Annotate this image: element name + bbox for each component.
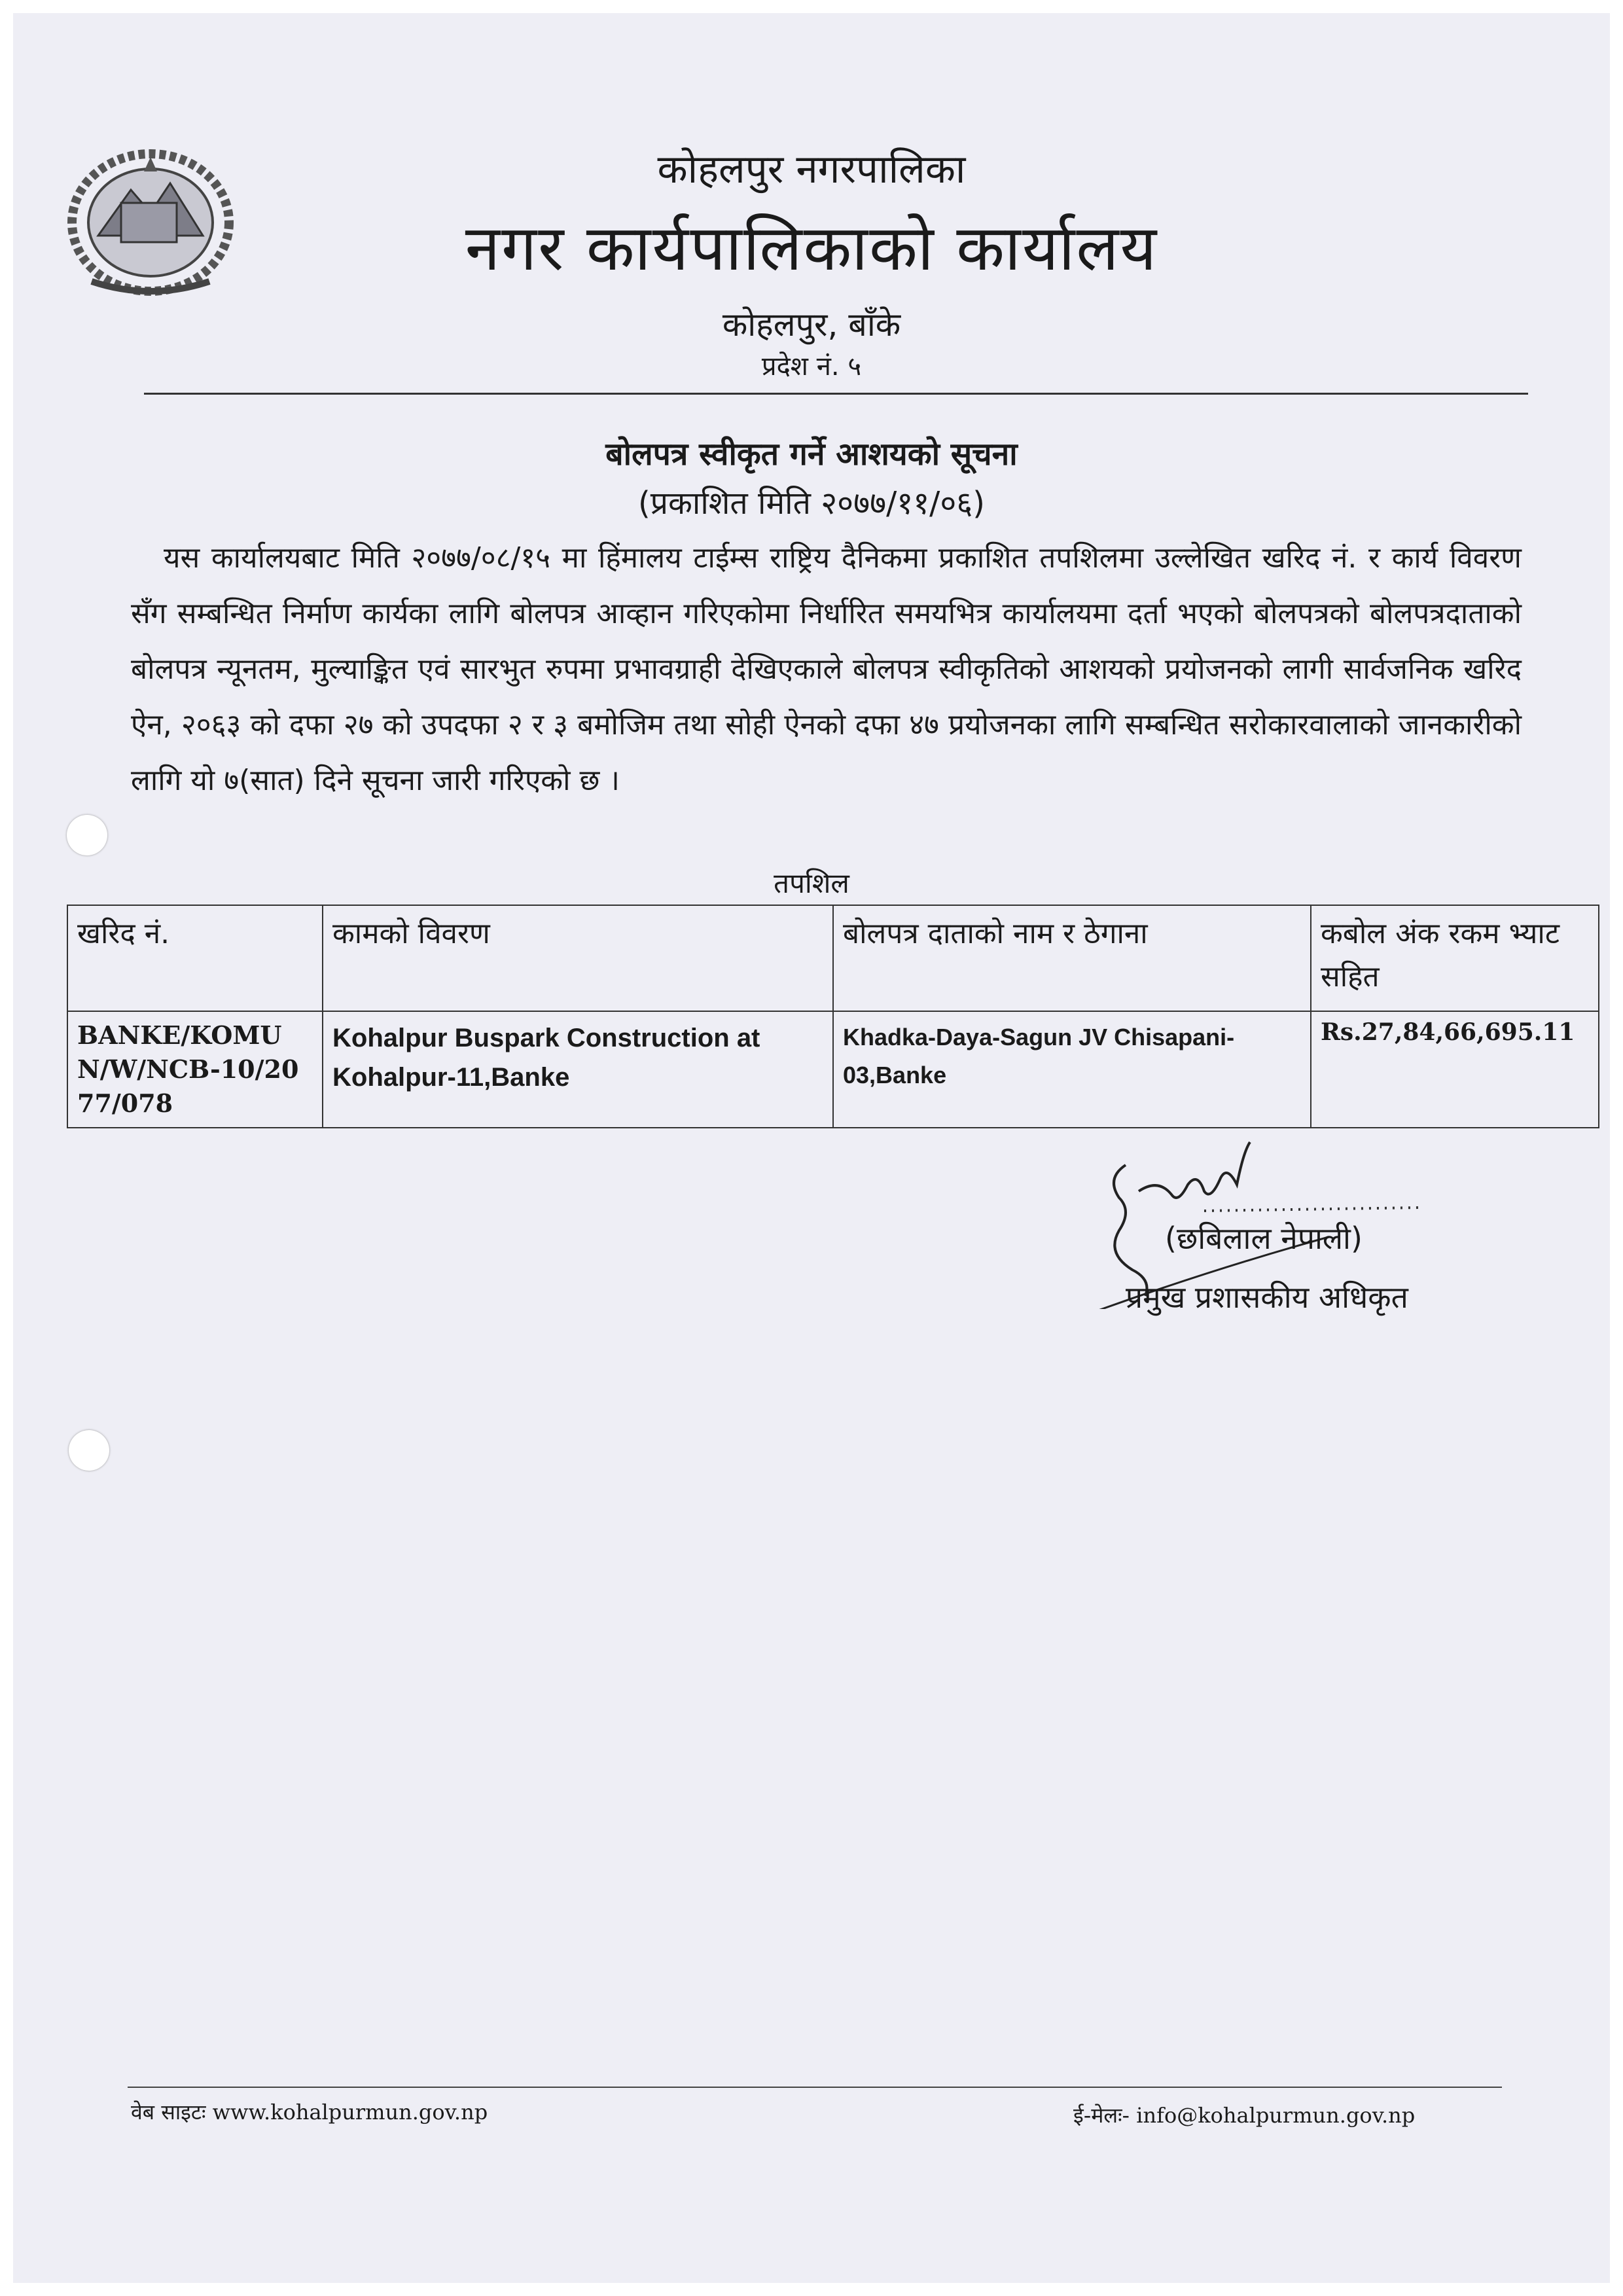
col-header-work-description: कामको विवरण xyxy=(323,905,833,1011)
province-label: प्रदेश नं. ५ xyxy=(761,351,862,382)
bid-table xyxy=(67,905,1599,1128)
notice-body: यस कार्यालयबाट मिति २०७७/०८/१५ मा हिंमालय टाईम्स राष्ट्रिय दैनिकमा प्रकाशित तपशिलमा उल्लेखित खरिद नं. र कार्य विवरण सँग सम्बन्धित निर्माण कार्यका लागि बोलपत्र आव्हान गरिएकोमा निर्धारित समयभित्र कार्यालयमा दर्ता भएको बोलपत्रको बोलपत्रदाताको बोलपत्र न्यूनतम, मुल्याङ्कित एवं सारभुत रुपमा प्रभावग्राही देखिएकाले बोलपत्र स्वीकृतिको आशयको प्रयोजनको लागी सार्वजनिक खरिद ऐन, २०६३ को दफा २७ को उपदफा २ र ३ बमोजिम तथा सोही ऐनको दफा ४७ प्रयोजनका लागि सम्बन्धित सरोकारवालाको जानकारीको लागि यो ७(सात) दिने सूचना जारी गरिएको छ । xyxy=(131,541,1522,797)
header-divider xyxy=(144,393,1528,395)
website-label: वेब साइटः xyxy=(131,2100,206,2125)
signatory-title: प्रमुख प्रशासकीय अधिकृत xyxy=(1126,1280,1408,1315)
col-header-bidder: बोलपत्र दाताको नाम र ठेगाना xyxy=(833,905,1311,1011)
table-header-row xyxy=(67,905,1599,1011)
cell-work-description: Kohalpur Buspark Construction at Kohalpur-11,Banke xyxy=(323,1011,833,1128)
punch-hole xyxy=(67,815,107,855)
cell-bidder: Khadka-Daya-Sagun JV Chisapani-03,Banke xyxy=(833,1011,1311,1128)
footer-email xyxy=(1073,2101,1415,2129)
col-header-amount: कबोल अंक रकम भ्याट सहित xyxy=(1311,905,1599,1011)
office-location: कोहलपुर, बाँके xyxy=(722,306,901,344)
municipality-name: कोहलपुर नगरपालिका xyxy=(657,147,966,192)
email-label: ई-मेलः- xyxy=(1073,2103,1130,2128)
footer-website xyxy=(131,2098,488,2126)
table-row xyxy=(67,1011,1599,1128)
document-page xyxy=(13,13,1610,2283)
col-header-purchase-no: खरिद नं. xyxy=(67,905,323,1011)
notice-published-date: (प्रकाशित मिति २०७७/११/०६) xyxy=(638,485,985,522)
cell-amount: Rs.27,84,66,695.11 xyxy=(1311,1011,1599,1128)
annex-label: तपशिल xyxy=(774,867,849,899)
notice-title: बोलपत्र स्वीकृत गर्ने आशयको सूचना xyxy=(605,436,1018,473)
office-title: नगर कार्यपालिकाको कार्यालय xyxy=(465,211,1158,285)
cell-purchase-no: BANKE/KOMUN/W/NCB-10/2077/078 xyxy=(67,1011,323,1128)
website-link[interactable]: www.kohalpurmun.gov.np xyxy=(212,2100,488,2125)
signatory-name: (छबिलाल नेपाली) xyxy=(1165,1221,1363,1256)
footer-divider xyxy=(128,2087,1502,2088)
punch-hole xyxy=(69,1430,109,1471)
email-link[interactable]: info@kohalpurmun.gov.np xyxy=(1136,2103,1416,2128)
